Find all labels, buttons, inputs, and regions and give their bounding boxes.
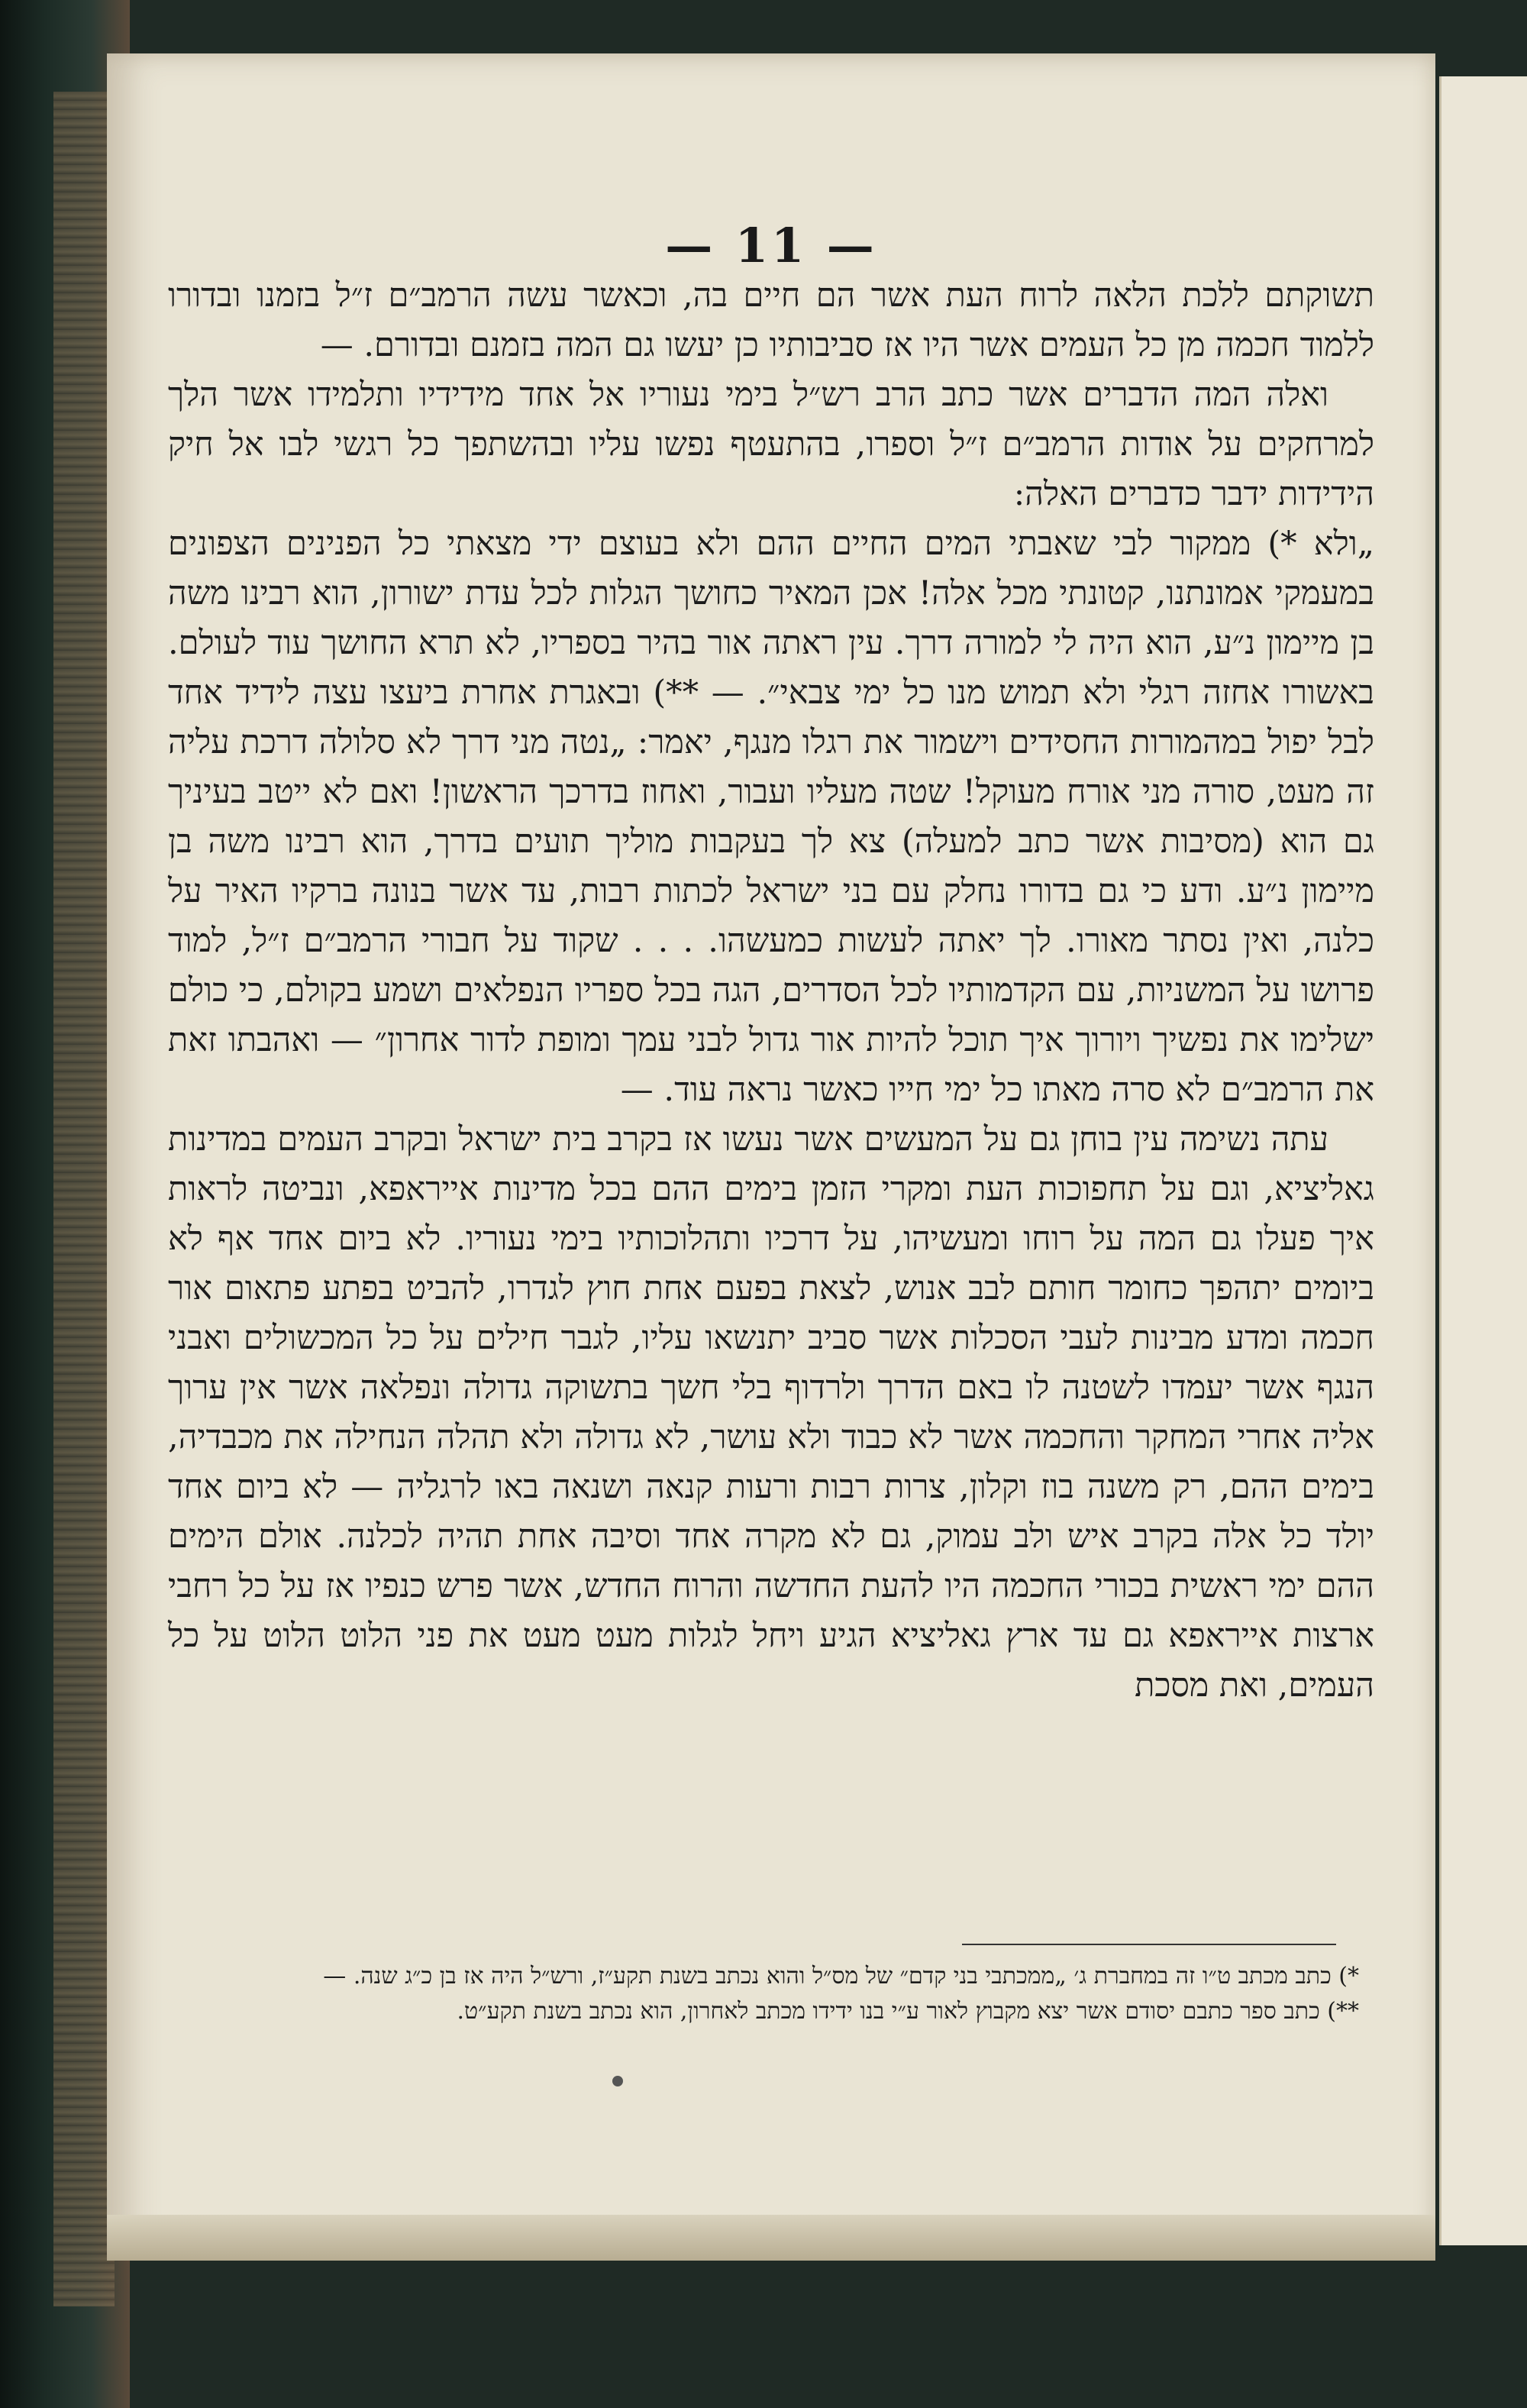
ink-dot <box>612 2076 623 2086</box>
footnote-rule <box>962 1944 1336 1945</box>
paragraph-4: עתה נשימה עין בוחן גם על המעשים אשר נעשו אז בקרב בית ישראל ובקרב העמים במדינות גאליציא, וגם על תחפוכות העת ומקרי הזמן בימים ההם בכל מדינות אייראפא, ונביטה לראות איך פעלו גם המה על רוחו ומעשיהו, על דרכיו ותהלוכותיו בימי נעוריו. לא ביום אחד אף לא ביומים יתהפך כחומר חותם לבב אנוש, לצאת בפעם אחת חוץ לגדרו, להביט בפתע פתאום אור חכמה ומדע מבינות לעבי הסכלות אשר סביב יתנשאו עליו, לגבר חילים על כל המכשולים ואבני הנגף אשר יעמדו לשטנה לו באם הדרך ולרדוף בלי חשך בתשוקה גדולה ונפלאה אשר אין ערוך אליה אחרי המחקר והחכמה אשר לא כבוד ולא עושר, לא גדולה ולא תהלה הנחילה את מכבדיה, בימים ההם, רק משנה בוז וקלון, צרות רבות ורעות קנאה ושנאה באו לרגליה — לא ביום אחד יולד כל אלה בקרב איש ולב עמוק, גם לא מקרה אחד וסיבה אחת תהיה לכלנה. אולם הימים ההם ימי ראשית בכורי החכמה היו להעת החדשה והרוח החדש, אשר פרש כנפיו אז על כל רחבי ארצות אייראפא גם עד ארץ גאליציא הגיע ויחל לגלות מעט מעט את פני הלוט הלוט על כל העמים, ואת מסכת <box>168 1120 1374 1705</box>
footnote-1: *) כתב מכתב ט״ו זה במחברת ג׳ „ממכתבי בני קדם״ של מס״ל והוא נכתב בשנת תקע״ז, ורש״ל היה אז בן כ״ג שנה. — <box>323 1963 1359 1989</box>
page-number: — 11 — <box>665 218 877 273</box>
body-text <box>168 271 1374 1711</box>
paragraph-3: „ולא *) ממקור לבי שאבתי המים החיים ההם ולא בעוצם ידי מצאתי כל הפנינים הצפונים במעמקי אמונתנו, קטונתי מכל אלה! אכן המאיר כחושך הגלות לכל עדת ישורון, הוא רבינו משה בן מיימון נ״ע, הוא היה לי למורה דרך. עין ראתה אור בהיר בספריו, לא תרא החושך עוד לעולם. באשורו אחזה רגלי ולא תמוש מנו כל ימי צבאי״. — **) ובאגרת אחרת ביעצו עצה לידיד אחד לבל יפול במהמורות החסידים וישמור את רגלו מנגף, יאמר: „נטה מני דרך לא סלולה דרכת עליה זה מעט, סורה מני אורח מעוקל! שטה מעליו ועבור, ואחוז בדרכך הראשון! ואם לא ייטב בעיניך גם הוא (מסיבות אשר כתב למעלה) צא לך בעקבות מוליך תועים בדרך, הוא רבינו משה בן מיימון נ״ע. ודע כי גם בדורו נחלק עם בני ישראל לכתות רבות, עד אשר בנונה ברקיו האיר על כלנה, ואין נסתר מאורו. לך יאתה לעשות כמעשהו. . . . שקוד על חבורי הרמב״ם ז״ל, למוד פרושו על המשניות, עם הקדמותיו לכל הסדרים, הגה בכל ספריו הנפלאים ושמע בקולם, כי כולם ישלימו את נפשיך ויורוך איך תוכל להיות אור גדול לבני עמך ומופת לדור אחרון״ — ואהבתו זאת את הרמב״ם לא סרה מאתו כל ימי חייו כאשר נראה עוד. — <box>168 525 1375 1109</box>
spine-wear <box>53 92 115 2306</box>
page-bottom-edge <box>107 2215 1435 2261</box>
paragraph-2: ואלה המה הדברים אשר כתב הרב רש״ל בימי נעוריו אל אחד מידידיו ותלמידו אשר הלך למרחקים על אודות הרמב״ם ז״ל וספרו, בהתעטף נפשו עליו ובהשתפך כל רגשי לבו אל חיק הידידות ידבר כדברים האלה: <box>168 376 1374 513</box>
footnotes <box>168 1959 1359 2029</box>
footnote-2: **) כתב ספר כתבם יסודם אשר יצא מקבוץ לאור ע״י בנו ידידו מכתב לאחרון, הוא נכתב בשנת תקע״ט. <box>457 1998 1359 2025</box>
next-page-edge <box>1439 76 1527 2245</box>
paragraph-1: תשוקתם ללכת הלאה לרוח העת אשר הם חיים בה, וכאשר עשה הרמב״ם ז״ל בזמנו ובדורו ללמוד חכמה מן כל העמים אשר היו אז סביבותיו כן יעשו גם המה בזמנם ובדורם. — <box>168 276 1374 364</box>
